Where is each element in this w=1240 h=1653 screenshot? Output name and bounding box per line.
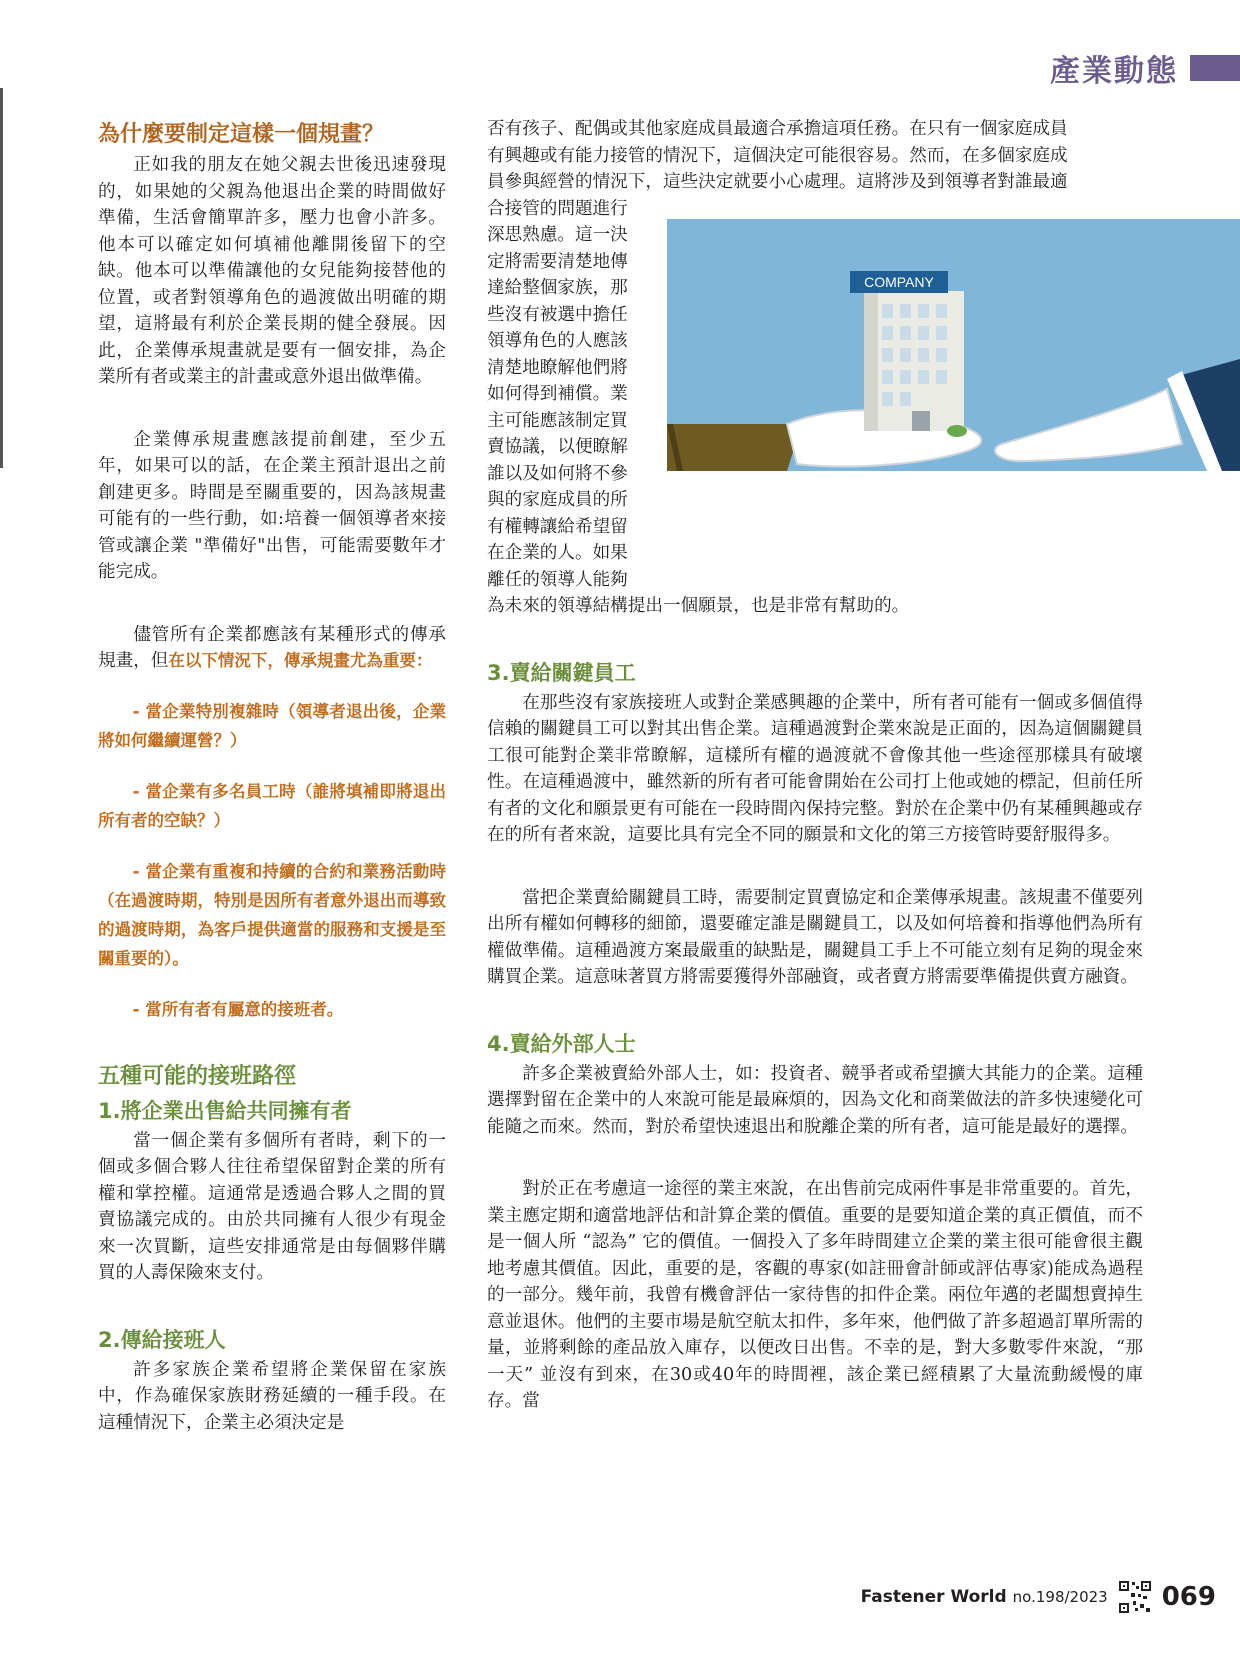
qr-code-icon (1118, 1580, 1152, 1614)
text-line: 深思熟慮。這一決 (487, 225, 628, 245)
bullet-item: - 當企業特別複雜時（領導者退出後，企業將如何繼續運營？） (98, 701, 446, 750)
left-edge-rule (0, 88, 3, 468)
page-number: 069 (1161, 1582, 1216, 1612)
emphasis-text: 在以下情況下，傳承規畫尤為重要： (168, 651, 433, 670)
section-label: 產業動態 (1050, 54, 1178, 89)
bullet-item: - 當企業有重複和持續的合約和業務活動時（在過渡時期，特別是因所有者意外退出而導致的過渡時期，為客戶提供適當的服務和支援是至關重要的）。 (98, 861, 446, 968)
text-line: 誰以及如何將不參 (487, 463, 628, 484)
magazine-name: Fastener World (860, 1587, 1007, 1607)
text-line: 員參與經營的情況下，這些決定就要小心處理。這將涉及到領導者對誰最適 (487, 172, 1068, 192)
paragraph: 當一個企業有多個所有者時，剩下的一個或多個合夥人往往希望保留對企業的所有權和掌控權。這通常是透過合夥人之間的買賣協議完成的。由於共同擁有人很少有現金來一次買斷，這些安排通常是由每個夥伴購買的人壽保險來支付。 (98, 1130, 446, 1283)
paragraph: 企業傳承規畫應該提前創建，至少五年，如果可以的話，在企業主預計退出之前創建更多。時間是至關重要的，因為該規畫可能有的一些行動，如:培養一個領導者來接管或讓企業 "準備好"出售，可能需要數年才能完成。 (98, 429, 446, 582)
text-line: 主可能應該制定買 (487, 410, 628, 431)
text-line: 賣協議，以便瞭解 (487, 437, 628, 457)
text-line: 否有孩子、配偶或其他家庭成員最適合承擔這項任務。在只有一個家庭成員 (487, 119, 1068, 139)
text-line: 清楚地瞭解他們將 (487, 357, 628, 378)
paragraph (98, 622, 446, 675)
wrapped-text (487, 196, 652, 594)
illustration-svg (667, 219, 1240, 471)
text-line: 在企業的人。如果 (487, 543, 628, 563)
section-tab (1050, 48, 1240, 88)
handover-illustration (667, 219, 1240, 471)
text-line: 領導角色的人應該 (487, 331, 628, 351)
issue-number: no.198/2023 (1012, 1588, 1108, 1606)
subheading-4: 4.賣給外部人士 (487, 1031, 636, 1056)
paragraph: 許多家族企業希望將企業保留在家族中，作為確保家族財務延續的一種手段。在這種情況下，企業主必須決定是 (98, 1359, 446, 1433)
subheading-1: 1.將企業出售給共同擁有者 (98, 1098, 352, 1123)
bullet-item: - 當企業有多名員工時（誰將填補即將退出所有者的空缺？） (98, 781, 446, 830)
text-line: 有興趣或有能力接管的情況下，這個決定可能很容易。然而，在多個家庭成 (487, 145, 1068, 166)
text-line: 達給整個家族，那 (487, 278, 628, 298)
heading-why: 為什麼要制定這樣一個規畫？ (98, 122, 385, 147)
text-line: 有權轉讓給希望留 (487, 516, 628, 537)
text-line: 與的家庭成員的所 (487, 490, 628, 510)
heading-five-paths: 五種可能的接班路徑 (98, 1063, 297, 1089)
company-building (850, 271, 967, 437)
left-sleeve (667, 424, 802, 471)
paragraph: 對於正在考慮這一途徑的業主來說，在出售前完成兩件事是非常重要的。首先，業主應定期和適當地評估和計算企業的價值。重要的是要知道企業的真正價值，而不是一個人所 “認為” 它的價值。一個投入了多年時間建立企業的業主很可能會很主觀地考慮其價值。因此，重要的是，客觀的專家(如註冊會計師或評估專家)能成為過程的一部分。幾年前，我曾有機會評估一家待售的扣件企業。兩位年邁的老闆想賣掉生意並退休。他們的主要市場是航空航太扣件，多年來，他們做了許多超過訂單所需的量，並將剩餘的產品放入庫存，以便改日出售。不幸的是，對大多數零件來說，“那一天” 並沒有到來，在30或40年的時間裡，該企業已經積累了大量流動緩慢的庫存。當 (487, 1179, 1143, 1411)
text-line: 離任的領導人能夠 (487, 569, 628, 590)
paragraph: 在那些沒有家族接班人或對企業感興趣的企業中，所有者可能有一個或多個值得信賴的關鍵員工可以對其出售企業。這種過渡對企業來說是正面的，因為這個關鍵員工很可能對企業非常瞭解，這樣所有權的過渡就不會像其他一些途徑那樣具有破壞性。在這種過渡中，雖然新的所有者可能會開始在公司打上他或她的標記，但前任所有者的文化和願景更有可能在一段時間內保持完整。對於在企業中仍有某種興趣或存在的所有者來說，這要比具有完全不同的願景和文化的第三方接管時要舒服得多。 (487, 692, 1143, 845)
paragraph-text: 儘管所有企業都應該有某種形式的傳承規畫，但 (98, 624, 446, 671)
text-line: 為未來的領導結構提出一個願景，也是非常有幫助的。 (487, 596, 910, 616)
section-bar (1190, 55, 1240, 81)
text-line: 如何得到補償。業 (487, 384, 628, 404)
text-line: 定將需要清楚地傳 (487, 251, 628, 272)
subheading-3: 3.賣給關鍵員工 (487, 660, 636, 685)
left-column (98, 118, 446, 1436)
page-footer (861, 1577, 1216, 1617)
paragraph: 當把企業賣給關鍵員工時，需要制定買賣協定和企業傳承規畫。該規畫不僅要列出所有權如何轉移的細節，還要確定誰是關鍵員工，以及如何培養和指導他們為所有權做準備。這種過渡方案最嚴重的缺點是，關鍵員工手上不可能立刻有足夠的現金來購買企業。這意味著買方將需要獲得外部融資，或者賣方將需要準備提供賣方融資。 (487, 887, 1143, 987)
bullet-item: - 當所有者有屬意的接班者。 (132, 999, 344, 1019)
paragraph: 許多企業被賣給外部人士，如：投資者、競爭者或希望擴大其能力的企業。這種選擇對留在企業中的人來說可能是最麻煩的，因為文化和商業做法的許多快速變化可能隨之而來。然而，對於希望快速退出和脫離企業的所有者，這可能是最好的選擇。 (487, 1063, 1143, 1137)
text-line: 些沒有被選中擔任 (487, 304, 628, 325)
subheading-2: 2.傳給接班人 (98, 1327, 226, 1352)
paragraph: 正如我的朋友在她父親去世後迅速發現的，如果她的父親為他退出企業的時間做好準備，生活會簡單許多，壓力也會小許多。他本可以確定如何填補他離開後留下的空缺。他本可以準備讓他的女兒能夠接替他的位置，或者對領導角色的過渡做出明確的期望，這將最有利於企業長期的健全發展。因此，企業傳承規畫就是要有一個安排，為企業所有者或業主的計畫或意外退出做準備。 (98, 155, 446, 387)
company-sign: COMPANY (864, 274, 934, 290)
text-line: 合接管的問題進行 (487, 198, 628, 219)
